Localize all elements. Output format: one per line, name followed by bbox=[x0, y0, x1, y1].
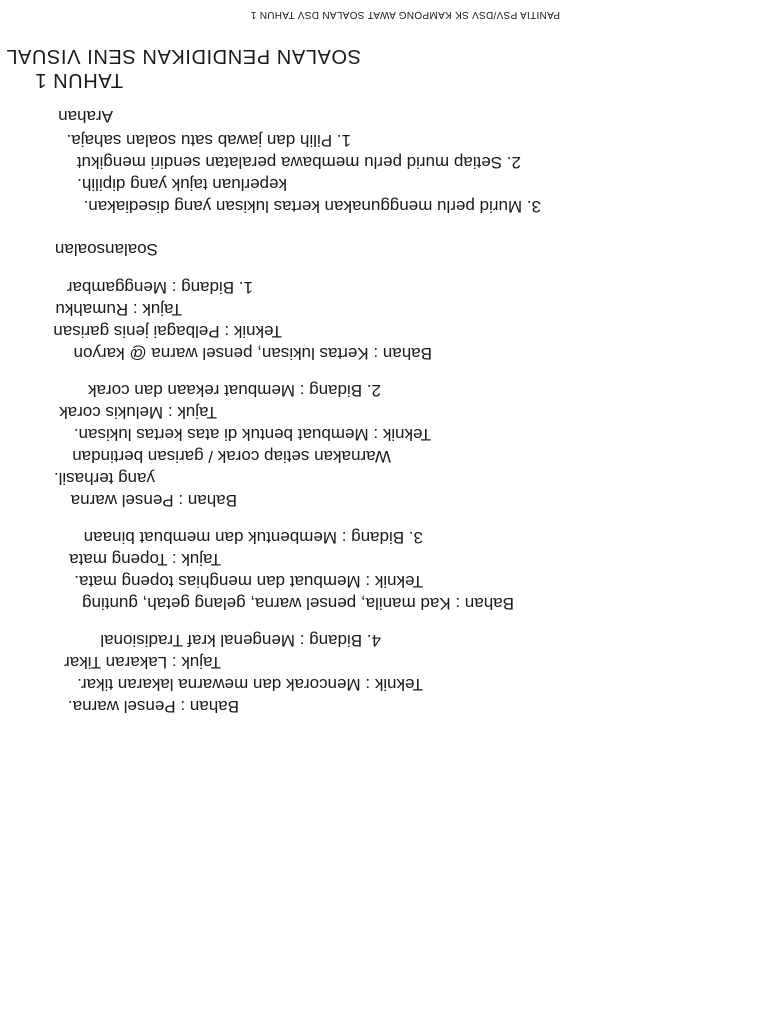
arahan-item-1: 1. Pilih dan jawab satu soalan sahaja. bbox=[66, 131, 351, 150]
q4-teknik: Teknik : Mencorak dan mewarna lakaran tikar. bbox=[77, 675, 423, 694]
arahan-item-3: 3. Murid perlu menggunakan kertas lukisan yang disediakan. bbox=[83, 197, 541, 216]
q3-teknik: Teknik : Membuat dan menghias topeng mata. bbox=[74, 572, 423, 591]
q2-teknik-1: Teknik : Membuat bentuk di atas kertas lukisan. bbox=[73, 425, 431, 444]
page-header: PANITIA PSV/DSV SK KAMPONG AWAT SOALAN DSV TAHUN 1 bbox=[250, 9, 560, 20]
q2-bahan: Bahan : Pensel warna bbox=[70, 491, 237, 510]
q4-bahan: Bahan : Pensel warna. bbox=[67, 697, 239, 716]
q2-tajuk: Tajuk : Melukis corak bbox=[59, 403, 217, 422]
q2-teknik-2: Warnakan setiap corak / garisan bertindan bbox=[72, 447, 391, 466]
document-title: SOALAN PENDIDIKAN SENI VISUAL bbox=[5, 45, 361, 67]
q1-teknik: Teknik : Pelbagai jenis garisan bbox=[53, 322, 282, 341]
arahan-item-2: 2. Setiap murid perlu membawa peralatan sendiri mengikut bbox=[76, 153, 521, 172]
q2-bidang: 2. Bidang : Membuat rekaan dan corak bbox=[88, 381, 381, 400]
q4-tajuk: Tajuk : Lakaran Tikar bbox=[64, 653, 221, 672]
q3-bahan: Bahan : Kad manila, pensel warna, gelang getah, gunting bbox=[82, 594, 514, 613]
q3-bidang: 3. Bidang : Membentuk dan membuat binaan bbox=[83, 528, 423, 547]
document-subtitle: TAHUN 1 bbox=[34, 69, 123, 91]
q1-bahan: Bahan : Kertas lukisan, pensel warna @ karyon bbox=[73, 344, 432, 363]
q3-tajuk: Tajuk : Topeng mata bbox=[69, 550, 221, 569]
arahan-item-2-cont: keperluan tajuk yang dipilih. bbox=[77, 175, 287, 194]
q2-teknik-3: yang terhasil. bbox=[53, 469, 155, 488]
q1-tajuk: Tajuk : Rumahku bbox=[55, 300, 182, 319]
q4-bidang: 4. Bidang : Mengenal kraf Tradisional bbox=[100, 631, 381, 650]
soalan-heading: Soalansoalan bbox=[54, 240, 158, 259]
arahan-heading: Arahan bbox=[58, 107, 113, 126]
q1-bidang: 1. Bidang : Menggambar bbox=[66, 278, 253, 297]
